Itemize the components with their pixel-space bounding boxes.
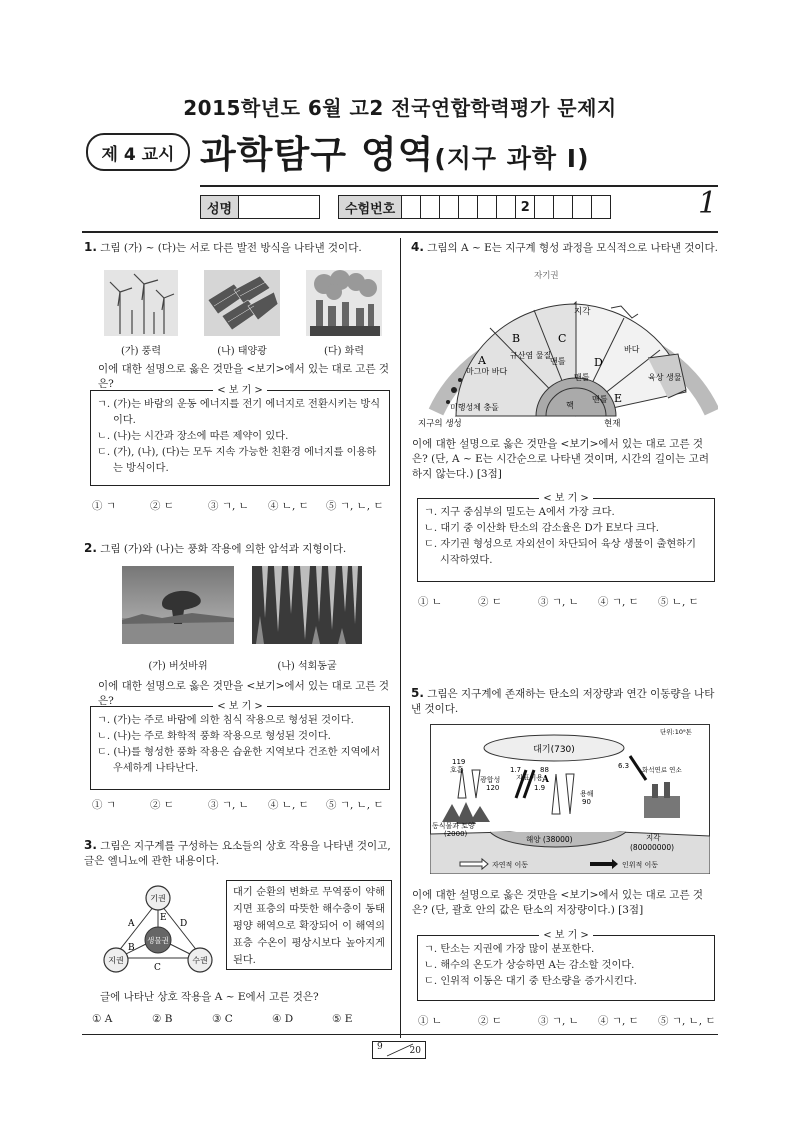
q2-choices	[92, 797, 384, 812]
arrow-label: D	[180, 919, 188, 929]
exam-number-cell[interactable]	[592, 196, 610, 218]
bogi-item: ㄴ. 대기 중 이산화 탄소의 감소율은 D가 E보다 크다.	[424, 523, 659, 534]
exam-number-cell[interactable]	[421, 196, 440, 218]
stage-label: C	[558, 332, 567, 345]
legend-natural: 자연적 이동	[492, 861, 529, 869]
mushroom-rock-image	[122, 566, 234, 644]
flow-label: 광합성	[480, 776, 501, 784]
page-number: 1	[698, 186, 718, 221]
reservoir-label: 동식물과 토양	[432, 822, 475, 830]
q3-question: 글에 나타난 상호 작용을 A ~ E에서 고른 것은?	[100, 991, 319, 1003]
bogi-item: ㄷ. 인위적 이동은 대기 중 탄소량을 증가시킨다.	[424, 976, 637, 987]
q2-question: 이에 대한 설명으로 옳은 것만을 <보기>에서 있는 대로 고른 것은?	[98, 680, 390, 707]
choice-option[interactable]: ④ ㄴ, ㄷ	[268, 500, 309, 512]
choice-option[interactable]: ④ ㄴ, ㄷ	[268, 799, 309, 811]
page-indicator	[372, 1041, 426, 1059]
arrow-label: A	[128, 919, 135, 929]
label-crust: 지각	[574, 307, 591, 317]
choice-option[interactable]: ⑤ ㄱ, ㄴ, ㄷ	[326, 500, 384, 512]
label-birth: 지구의 생성	[418, 419, 462, 429]
bogi-item: ㄱ. 탄소는 지권에 가장 많이 분포한다.	[424, 944, 595, 955]
choice-option[interactable]: ② ㄷ	[478, 1015, 502, 1027]
choice-option[interactable]: ⑤ ㄱ, ㄴ, ㄷ	[326, 799, 384, 811]
flow-value: 90	[582, 798, 591, 806]
exam-number-cell[interactable]	[573, 196, 592, 218]
choice-option[interactable]: ③ ㄱ, ㄴ	[538, 596, 579, 608]
choice-option[interactable]: ② B	[152, 1013, 173, 1025]
header-bottom-rule	[82, 231, 718, 233]
q5-stem	[411, 686, 719, 717]
node-label: 기권	[150, 894, 166, 903]
bogi-title: < 보 기 >	[539, 493, 593, 504]
name-label: 성명	[201, 196, 239, 218]
flow-value: 1.9	[534, 784, 546, 792]
stage-label: D	[594, 356, 603, 369]
unit-label: 단위:10⁹톤	[660, 728, 692, 736]
choice-option[interactable]: ③ ㄱ, ㄴ	[538, 1015, 579, 1027]
q4-question: 이에 대한 설명으로 옳은 것만을 <보기>에서 있는 대로 고른 것은? (단, A ~ E는 시간순으로 나타낸 것이며, 시간의 길이는 고려하지 않는다.) [3점]	[412, 438, 709, 480]
area-title	[200, 124, 590, 178]
carbon-cycle-diagram	[430, 724, 710, 874]
el-nino-text-box: 대기 순환의 변화로 무역풍이 약해지면 표층의 따뜻한 해수층이 동태평양 해역으로 확장되어 이 해역의 표층 수온이 평상시보다 높아지게 된다.	[226, 880, 392, 970]
wind-turbine-image	[104, 270, 178, 336]
exam-number-label: 수험번호	[339, 196, 402, 218]
name-box	[200, 195, 320, 219]
exam-title: 2015학년도 6월 고2 전국연합학력평가 문제지	[183, 96, 617, 120]
q1-caption: (다) 화력	[324, 346, 364, 357]
label-magnetosphere: 자기권	[534, 271, 559, 281]
flow-label: 호흡	[450, 766, 464, 774]
q3-stem	[84, 838, 392, 869]
bogi-item: ㄴ. 해수의 온도가 상승하면 A는 감소할 것이다.	[424, 960, 635, 971]
flow-label: 지표이용	[516, 774, 544, 782]
label-mantle: 맨틀	[592, 395, 608, 404]
q3-number: 3.	[84, 838, 97, 852]
exam-number-cell[interactable]	[440, 196, 459, 218]
q2-number: 2.	[84, 541, 97, 555]
bogi-item: ㄱ. 지구 중심부의 밀도는 A에서 가장 크다.	[424, 507, 615, 518]
column-divider	[400, 238, 401, 1038]
q1-choices	[92, 498, 384, 513]
q4-choices	[418, 594, 699, 609]
choice-option[interactable]: ③ ㄱ, ㄴ	[208, 799, 249, 811]
q5-number: 5.	[411, 686, 424, 700]
page-current: 9	[377, 1042, 383, 1052]
node-label: 지권	[108, 956, 124, 965]
solar-panel-image	[204, 270, 280, 336]
earth-system-diagram	[98, 884, 218, 974]
label-present: 현재	[604, 419, 621, 429]
earth-formation-diagram	[416, 262, 718, 430]
exam-number-box	[338, 195, 611, 219]
limestone-cave-image	[252, 566, 362, 644]
page-total: 20	[409, 1046, 421, 1056]
flow-value: 119	[452, 758, 466, 766]
q2-caption: (나) 석회동굴	[277, 661, 337, 672]
exam-number-cell[interactable]	[554, 196, 573, 218]
legend-human: 인위적 이동	[622, 861, 659, 869]
q2-caption: (가) 버섯바위	[148, 661, 208, 672]
reservoir-label: 지각	[646, 833, 661, 842]
q5-question: 이에 대한 설명으로 옳은 것만을 <보기>에서 있는 대로 고른 것은? (단, 괄호 안의 값은 탄소의 저장량이다.) [3점]	[412, 889, 704, 916]
area-title-sub: (지구 과학 Ⅰ)	[434, 144, 590, 173]
stage-label: B	[512, 332, 521, 345]
bogi-title: < 보 기 >	[213, 701, 267, 712]
flow-label: 화석연료 연소	[642, 766, 682, 774]
stage-label: E	[614, 392, 623, 405]
q1-question: 이에 대한 설명으로 옳은 것만을 <보기>에서 있는 대로 고른 것은?	[98, 363, 390, 390]
choice-option[interactable]: ④ D	[272, 1013, 294, 1025]
area-title-main: 과학탐구 영역	[200, 133, 435, 176]
header-rule	[200, 185, 718, 187]
exam-number-cell[interactable]	[402, 196, 421, 218]
thermal-plant-image	[306, 270, 382, 336]
flow-label: 용해	[580, 790, 594, 798]
exam-number-cell[interactable]	[535, 196, 554, 218]
choice-option[interactable]: ③ C	[212, 1013, 233, 1025]
flow-value: 1.7	[510, 766, 522, 774]
name-field[interactable]	[239, 196, 319, 218]
q2-stem	[84, 541, 389, 557]
flow-value: 88	[540, 766, 549, 774]
q1-caption: (가) 풍력	[121, 346, 161, 357]
reservoir-value: (2000)	[444, 830, 468, 838]
q1-number: 1.	[84, 240, 97, 254]
label-mantle: 맨틀	[550, 357, 566, 366]
q5-bogi-box	[417, 930, 715, 1001]
label-ocean: 바다	[624, 345, 640, 354]
label-planetesimal: 미행성체 충돌	[450, 403, 499, 412]
arrow-label: B	[128, 943, 135, 953]
choice-option[interactable]: ① ㄱ	[92, 500, 116, 512]
choice-option[interactable]: ⑤ ㄴ, ㄷ	[658, 596, 699, 608]
choice-option[interactable]: ③ ㄱ, ㄴ	[208, 500, 249, 512]
node-label: 수권	[192, 956, 208, 965]
footer-rule	[82, 1034, 718, 1035]
bogi-item: ㄴ. (나)는 시간과 장소에 따른 제약이 있다.	[97, 431, 289, 442]
reservoir-label: 해양 (38000)	[526, 835, 573, 844]
choice-option[interactable]: ⑤ ㄱ, ㄴ, ㄷ	[658, 1015, 716, 1027]
reservoir-value: (80000000)	[630, 843, 675, 852]
node-label: 생물권	[147, 936, 169, 945]
exam-number-digit: 2	[516, 196, 535, 218]
label-land-life: 육상 생물	[648, 373, 682, 382]
exam-number-cell[interactable]	[478, 196, 497, 218]
bogi-item: ㄴ. (나)는 주로 화학적 풍화 작용으로 형성된 것이다.	[97, 731, 331, 742]
q4-number: 4.	[411, 240, 424, 254]
choice-option[interactable]: ② ㄷ	[478, 596, 502, 608]
label-mantle: 맨틀	[574, 373, 590, 382]
arrow-label: C	[154, 963, 161, 973]
choice-option[interactable]: ① ㄴ	[418, 596, 442, 608]
q1-caption: (나) 태양광	[217, 346, 267, 357]
q5-choices	[418, 1013, 716, 1028]
q4-stem	[411, 240, 719, 256]
choice-option[interactable]: ① ㄴ	[418, 1015, 442, 1027]
q3-choices	[92, 1013, 352, 1025]
flow-value: 120	[486, 784, 500, 792]
q1-bogi-box	[90, 385, 390, 486]
choice-option[interactable]: ② ㄷ	[150, 500, 174, 512]
bogi-title: < 보 기 >	[213, 385, 267, 396]
q4-bogi-box	[417, 493, 715, 582]
atmosphere-label: 대기(730)	[533, 745, 575, 755]
q1-stem-text: 그림 (가) ~ (다)는 서로 다른 발전 방식을 나타낸 것이다.	[100, 242, 362, 254]
label-magma-ocean: 마그마 바다	[466, 367, 508, 376]
exam-number-cell[interactable]	[459, 196, 478, 218]
q2-stem-text: 그림 (가)와 (나)는 풍화 작용에 의한 암석과 지형이다.	[100, 543, 347, 555]
choice-option[interactable]: ⑤ E	[332, 1013, 353, 1025]
choice-option[interactable]: ② ㄷ	[150, 799, 174, 811]
q1-stem	[84, 240, 389, 256]
arrow-label: E	[160, 913, 167, 923]
bogi-item: ㄱ. (가)는 바람의 운동 에너지를 전기 에너지로 전환시키는 방식이다.	[97, 399, 381, 426]
bogi-title: < 보 기 >	[539, 930, 593, 941]
label-core: 핵	[566, 401, 574, 410]
bogi-item: ㄷ. 자기권 형성으로 자외선이 차단되어 육상 생물이 출현하기 시작하였다.	[424, 539, 696, 566]
q4-stem-text: 그림의 A ~ E는 지구계 형성 과정을 모식적으로 나타낸 것이다.	[427, 242, 718, 254]
stage-label: A	[478, 354, 486, 367]
choice-option[interactable]: ① A	[92, 1013, 113, 1025]
q3-stem-text: 그림은 지구계를 구성하는 요소들의 상호 작용을 나타낸 것이고, 글은 엘니뇨에 관한 내용이다.	[84, 840, 391, 867]
bogi-item: ㄱ. (가)는 주로 바람에 의한 침식 작용으로 형성된 것이다.	[97, 715, 354, 726]
choice-option[interactable]: ④ ㄱ, ㄷ	[598, 596, 639, 608]
bogi-item: ㄷ. (나)를 형성한 풍화 작용은 습윤한 지역보다 건조한 지역에서 우세하게 나타난다.	[97, 747, 381, 774]
flow-A-label: A	[542, 775, 549, 785]
q5-stem-text: 그림은 지구계에 존재하는 탄소의 저장량과 연간 이동량을 나타낸 것이다.	[411, 688, 715, 715]
bogi-item: ㄷ. (가), (나), (다)는 모두 지속 가능한 친환경 에너지를 이용하는 방식이다.	[97, 447, 377, 474]
label-silicate: 규산염 물질	[510, 351, 552, 360]
period-badge: 제 4 교시	[86, 133, 190, 171]
choice-option[interactable]: ④ ㄱ, ㄷ	[598, 1015, 639, 1027]
flow-value: 6.3	[618, 762, 630, 770]
choice-option[interactable]: ① ㄱ	[92, 799, 116, 811]
q2-bogi-box	[90, 701, 390, 790]
exam-number-cell[interactable]	[497, 196, 516, 218]
